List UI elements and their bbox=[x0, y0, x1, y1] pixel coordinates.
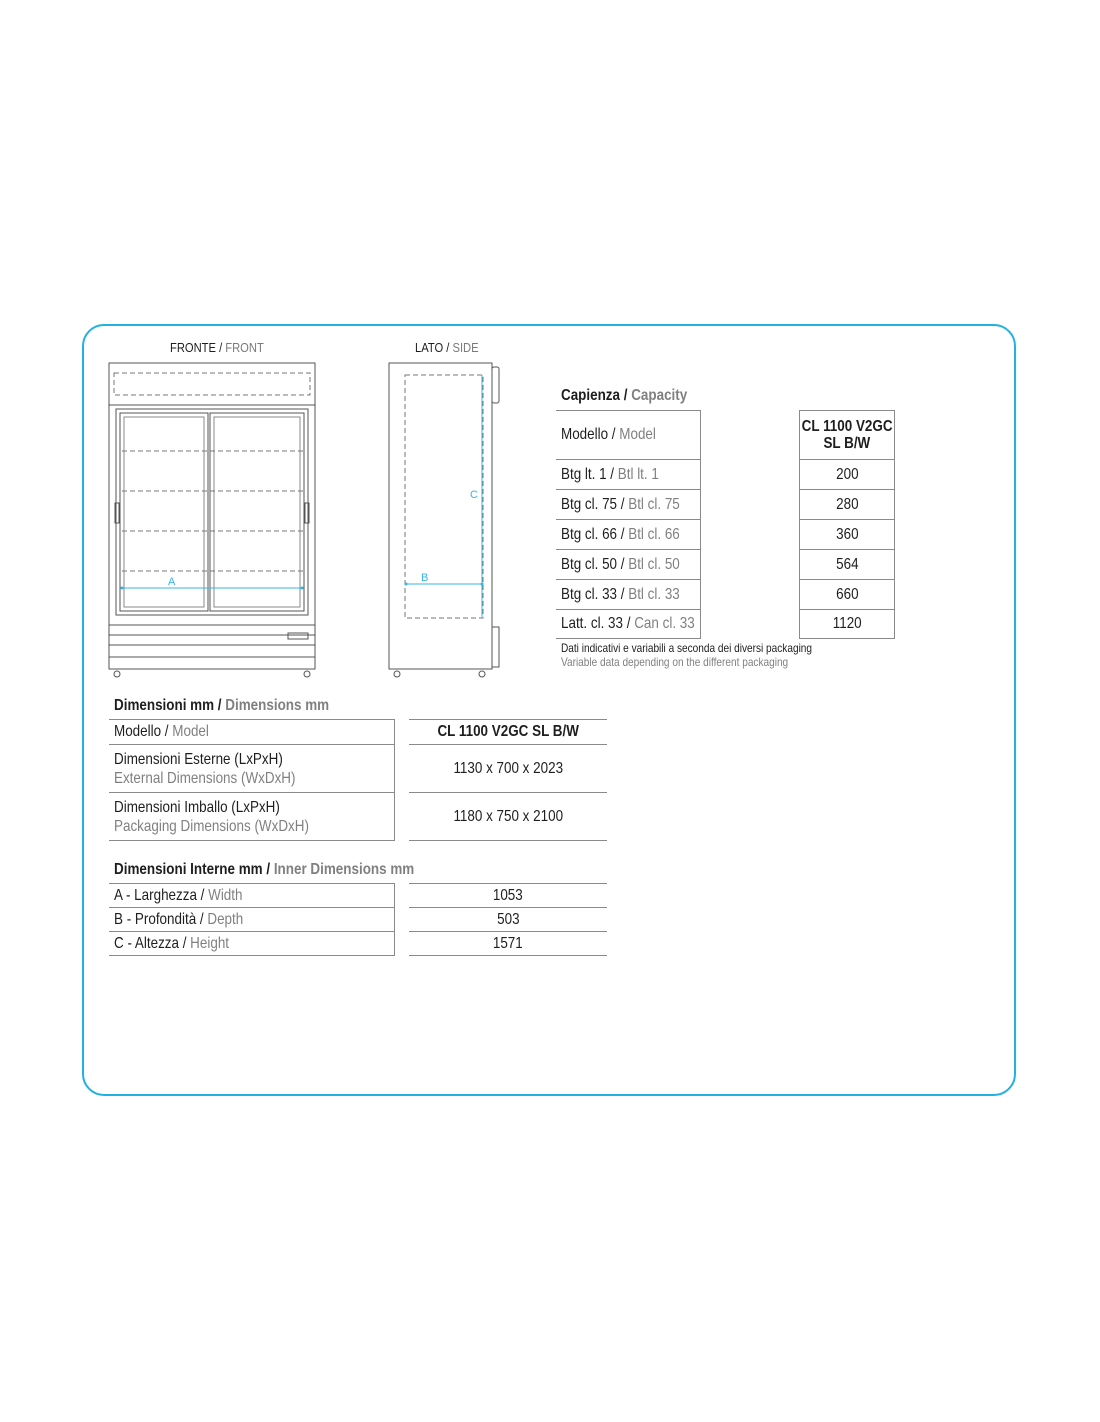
capacity-values-column bbox=[799, 410, 895, 639]
dimensions-values-column bbox=[409, 719, 607, 841]
inner-height-label: C - Altezza / Height bbox=[109, 932, 395, 956]
capacity-value: 200 bbox=[799, 460, 895, 490]
inner-dimensions-title: Dimensioni Interne mm / Inner Dimensions mm bbox=[114, 861, 415, 878]
capacity-row-label: Btg cl. 75 / Btl cl. 75 bbox=[556, 490, 701, 520]
right-foot bbox=[304, 671, 310, 677]
left-door bbox=[120, 413, 208, 611]
capacity-value: 660 bbox=[799, 580, 895, 610]
side-front-foot bbox=[394, 671, 400, 677]
width-dimension-start bbox=[121, 587, 124, 590]
inner-depth-value: 503 bbox=[409, 908, 607, 932]
canopy-panel bbox=[109, 363, 315, 405]
capacity-value: 360 bbox=[799, 520, 895, 550]
packaging-dimensions-label: Dimensioni Imballo (LxPxH) Packaging Dimensions (WxDxH) bbox=[109, 793, 395, 841]
inner-height-value: 1571 bbox=[409, 932, 607, 956]
capacity-title: Capienza / Capacity bbox=[561, 387, 688, 404]
right-door bbox=[210, 413, 304, 611]
dimension-a-label: A bbox=[168, 576, 176, 588]
left-glass bbox=[124, 417, 204, 607]
packaging-dimensions-value: 1180 x 750 x 2100 bbox=[409, 793, 607, 841]
side-canopy-protrusion bbox=[492, 367, 499, 403]
right-glass bbox=[214, 417, 300, 607]
capacity-labels-column bbox=[556, 410, 701, 639]
capacity-row-label: Btg cl. 66 / Btl cl. 66 bbox=[556, 520, 701, 550]
side-view-caption: LATO / SIDE bbox=[415, 340, 479, 355]
width-dimension-end bbox=[301, 587, 304, 590]
dimensions-title: Dimensioni mm / Dimensions mm bbox=[114, 697, 330, 714]
dimension-b-label: B bbox=[421, 572, 429, 584]
capacity-row-label: Btg cl. 33 / Btl cl. 33 bbox=[556, 580, 701, 610]
dimensions-model-label: Modello / Model bbox=[109, 720, 395, 745]
depth-dimension-end bbox=[481, 583, 484, 586]
depth-dimension-start bbox=[405, 583, 408, 586]
side-view-drawing bbox=[380, 355, 510, 685]
external-dimensions-label: Dimensioni Esterne (LxPxH) External Dimensions (WxDxH) bbox=[109, 745, 395, 793]
front-view-caption: FRONTE / FRONT bbox=[170, 340, 264, 355]
capacity-model-name-cell: CL 1100 V2GC SL B/W bbox=[799, 411, 895, 460]
canopy-light-box bbox=[114, 373, 310, 395]
inner-dimensions-values-column bbox=[409, 883, 607, 956]
front-view-drawing bbox=[100, 355, 330, 685]
capacity-note: Dati indicativi e variabili a seconda dei diversi packaging Variable data depending on the different packaging bbox=[561, 641, 813, 669]
control-panel bbox=[288, 633, 308, 639]
door-frame bbox=[116, 409, 308, 615]
dimensions-labels-column bbox=[109, 719, 395, 841]
capacity-value: 564 bbox=[799, 550, 895, 580]
dimension-c-label: C bbox=[470, 489, 478, 501]
capacity-row-label: Btg cl. 50 / Btl cl. 50 bbox=[556, 550, 701, 580]
side-rear-foot bbox=[479, 671, 485, 677]
inner-width-value: 1053 bbox=[409, 884, 607, 908]
capacity-row-label: Latt. cl. 33 / Can cl. 33 bbox=[556, 610, 701, 639]
inner-width-label: A - Larghezza / Width bbox=[109, 884, 395, 908]
side-outline bbox=[389, 363, 492, 669]
capacity-value: 1120 bbox=[799, 610, 895, 639]
external-dimensions-value: 1130 x 700 x 2023 bbox=[409, 745, 607, 793]
capacity-value: 280 bbox=[799, 490, 895, 520]
inner-dimensions-labels-column bbox=[109, 883, 395, 956]
capacity-row-label: Btg lt. 1 / Btl lt. 1 bbox=[556, 460, 701, 490]
side-base-protrusion bbox=[492, 627, 499, 667]
inner-depth-label: B - Profondità / Depth bbox=[109, 908, 395, 932]
dimensions-model-name: CL 1100 V2GC SL B/W bbox=[409, 720, 607, 745]
left-foot bbox=[114, 671, 120, 677]
capacity-model-label-cell: Modello / Model bbox=[556, 411, 701, 460]
